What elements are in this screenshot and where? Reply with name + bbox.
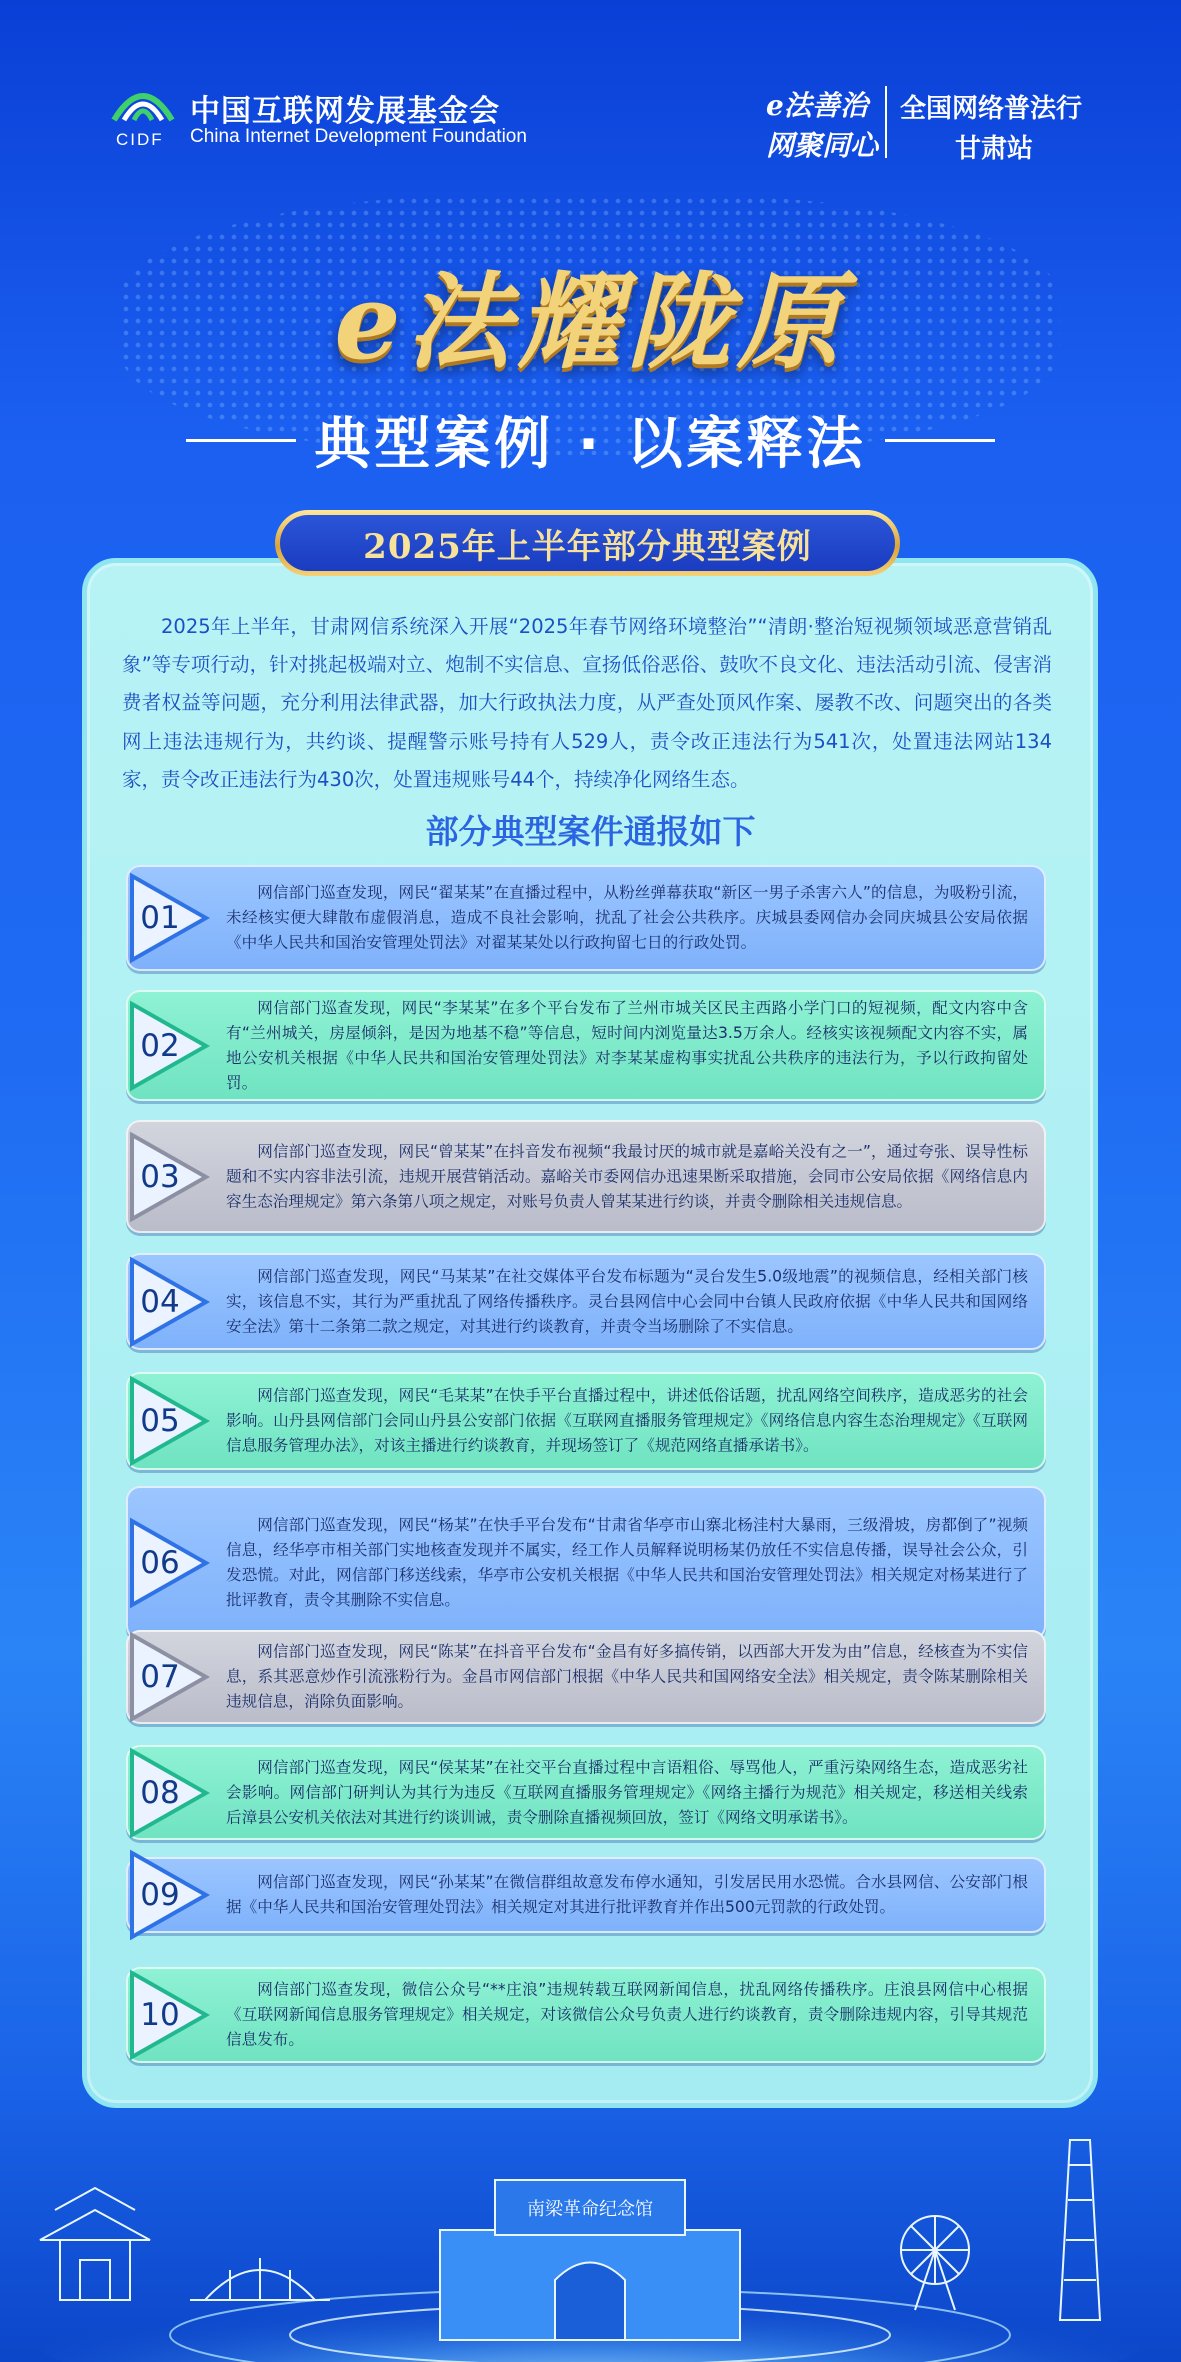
case-number-tab: [126, 1969, 210, 2061]
case-text: 网信部门巡查发现，网民“曾某某”在抖音发布视频“我最讨厌的城市就是嘉峪关没有之一”，通过夸张、误导性标题和不实内容非法引流，违规开展营销活动。嘉峪关市委网信办迅速果断采取措施，会同市公安局依据《网络信息内容生态治理规定》第六条第八项之规定，对账号负责人曾某某进行约谈，并责令删除相关违规信息。: [226, 1142, 1028, 1210]
memorial-hall-icon: [440, 2180, 740, 2340]
section-banner-text: 2025年上半年部分典型案例: [363, 526, 812, 567]
org-name-cn: 中国互联网发展基金会: [190, 94, 500, 129]
main-title: e法耀陇原: [334, 260, 847, 383]
case-card-10: [126, 1967, 1046, 2063]
bottom-landmarks: [0, 2110, 1181, 2362]
memorial-plaque-text: 南梁革命纪念馆: [527, 2199, 653, 2220]
slogan-line-1: e法善治: [766, 89, 868, 122]
case-number: 10: [140, 1997, 180, 2033]
case-text: 网信部门巡查发现，网民“毛某某”在快手平台直播过程中，讲述低俗话题，扰乱网络空间秩序，造成恶劣的社会影响。山丹县网信部门会同山丹县公安部门依据《互联网直播服务管理规定》《网络信息内容生态治理规定》《互联网信息服务管理办法》，对该主播进行约谈教育，并现场签订了《规范网络直播承诺书》。: [226, 1386, 1028, 1455]
case-number-tab: [126, 1631, 210, 1723]
org-abbr: CIDF: [116, 130, 164, 149]
case-text: 网信部门巡查发现，网民“侯某某”在社交平台直播过程中言语粗俗、辱骂他人，严重污染网络生态，造成恶劣社会影响。网信部门研判认为其行为违反《互联网直播服务管理规定》《网络主播行为规范》相关规定，移送相关线索后漳县公安机关依法对其进行约谈训诫，责令删除直播视频回放，签订《网络文明承诺书》。: [226, 1758, 1028, 1826]
case-text: 网信部门巡查发现，微信公众号“**庄浪”违规转载互联网新闻信息，扰乱网络传播秩序。庄浪县网信中心根据《互联网新闻信息服务管理规定》相关规定，对该微信公众号负责人进行约谈教育，责令删除违规内容，引导其规范信息发布。: [226, 1980, 1028, 2049]
cidf-logo-icon: [108, 82, 178, 126]
case-number: 09: [140, 1877, 180, 1913]
subtitle-row: [0, 400, 1181, 480]
case-number-tab: [126, 1849, 210, 1941]
org-name-en: China Internet Development Foundation: [190, 126, 527, 147]
case-number-tab: [126, 1000, 210, 1092]
case-card-04: [126, 1253, 1046, 1350]
case-number-tab: [126, 1747, 210, 1839]
subtitle: 典型案例 · 以案释法: [314, 412, 867, 477]
case-card-03: [126, 1120, 1046, 1233]
case-text: 网信部门巡查发现，网民“马某某”在社交媒体平台发布标题为“灵台发生5.0级地震”的视频信息，经相关部门核实，该信息不实，其行为严重扰乱了网络传播秩序。灵台县网信中心会同中台镇人民政府依据《中华人民共和国网络安全法》第十二条第二款之规定，对其进行约谈教育，并责令当场删除了不实信息。: [226, 1267, 1028, 1335]
case-text: 网信部门巡查发现，网民“翟某某”在直播过程中，从粉丝弹幕获取“新区一男子杀害六人”的信息，为吸粉引流，未经核实便大肆散布虚假消息，造成不良社会影响，扰乱了社会公共秩序。庆城县委网信办会同庆城县公安局依据《中华人民共和国治安管理处罚法》对翟某某处以行政拘留七日的行政处罚。: [226, 883, 1028, 952]
case-text: 网信部门巡查发现，网民“孙某某”在微信群组故意发布停水通知，引发居民用水恐慌。合水县网信、公安部门根据《中华人民共和国治安管理处罚法》相关规定对其进行批评教育并作出500元罚款的行政处罚。: [226, 1873, 1028, 1916]
case-text: 网信部门巡查发现，网民“杨某”在快手平台发布“甘肃省华亭市山寨北杨洼村大暴雨，三级滑坡，房都倒了”视频信息，经华亭市相关部门实地核查发现并不属实，经工作人员解释说明杨某仍放任不实信息传播，误导社会公众，引发恐慌。对此，网信部门移送线索，华亭市公安机关根据《中华人民共和国治安管理处罚法》相关规定对杨某进行了批评教育，责令其删除不实信息。: [226, 1516, 1028, 1609]
case-card-07: [126, 1630, 1046, 1724]
subtitle-left-line: [186, 439, 296, 442]
pagoda-icon: [40, 2188, 150, 2300]
case-card-08: [126, 1745, 1046, 1840]
case-text: 网信部门巡查发现，网民“陈某”在抖音平台发布“金昌有好多搞传销，以西部大开发为由”信息，经核查为不实信息，系其恶意炒作引流涨粉行为。金昌市网信部门根据《中华人民共和国网络安全法》相关规定，责令陈某删除相关违规信息，消除负面影响。: [226, 1642, 1028, 1711]
slogan-line-2: 网聚同心: [766, 129, 879, 162]
case-number-tab: [126, 872, 210, 964]
intro-paragraph: 2025年上半年，甘肃网信系统深入开展“2025年春节网络环境整治”“清朗·整治短视频领域恶意营销乱象”等专项行动，针对挑起极端对立、炮制不实信息、宣扬低俗恶俗、鼓吹不良文化、违法活动引流、侵害消费者权益等问题，充分利用法律武器，加大行政执法力度，从严查处顶风作案、屡教不改、问题突出的各类网上违法违规行为，共约谈、提醒警示账号持有人529人，责令改正违法行为541次，处置违法网站134家，责令改正违法行为430次，处置违规账号44个，持续净化网络生态。: [122, 615, 1052, 791]
campaign-name: 全国网络普法行: [900, 94, 1083, 124]
case-card-06: [126, 1486, 1046, 1640]
campaign-station: 甘肃站: [955, 134, 1034, 164]
case-text: 网信部门巡查发现，网民“李某某”在多个平台发布了兰州市城关区民主西路小学门口的短视频，配文内容中含有“兰州城关，房屋倾斜，是因为地基不稳”等信息，短时间内浏览量达3.5万余人。经核实该视频配文内容不实，属地公安机关根据《中华人民共和国治安管理处罚法》对李某某虚构事实扰乱公共秩序的违法行为，予以行政拘留处罚。: [226, 998, 1028, 1092]
header-divider: [885, 86, 887, 158]
case-card-01: [126, 865, 1046, 971]
section-banner-inner: [280, 515, 895, 571]
case-number: 04: [140, 1283, 180, 1320]
case-number-tab: [126, 1131, 210, 1223]
subtitle-right-line: [885, 439, 995, 442]
case-number: 03: [140, 1158, 180, 1195]
case-card-05: [126, 1372, 1046, 1470]
case-number: 05: [140, 1403, 180, 1439]
case-number: 07: [140, 1659, 180, 1695]
cases-heading: 部分典型案件通报如下: [425, 812, 756, 851]
case-number: 06: [140, 1545, 180, 1581]
case-number-tab: [126, 1256, 210, 1348]
case-number: 01: [140, 900, 180, 936]
case-card-09: [126, 1857, 1046, 1933]
case-number: 02: [140, 1027, 180, 1064]
case-card-02: [126, 990, 1046, 1101]
case-number-tab: [126, 1375, 210, 1467]
case-number-tab: [126, 1517, 210, 1609]
section-banner: [275, 510, 900, 576]
case-number: 08: [140, 1774, 180, 1811]
